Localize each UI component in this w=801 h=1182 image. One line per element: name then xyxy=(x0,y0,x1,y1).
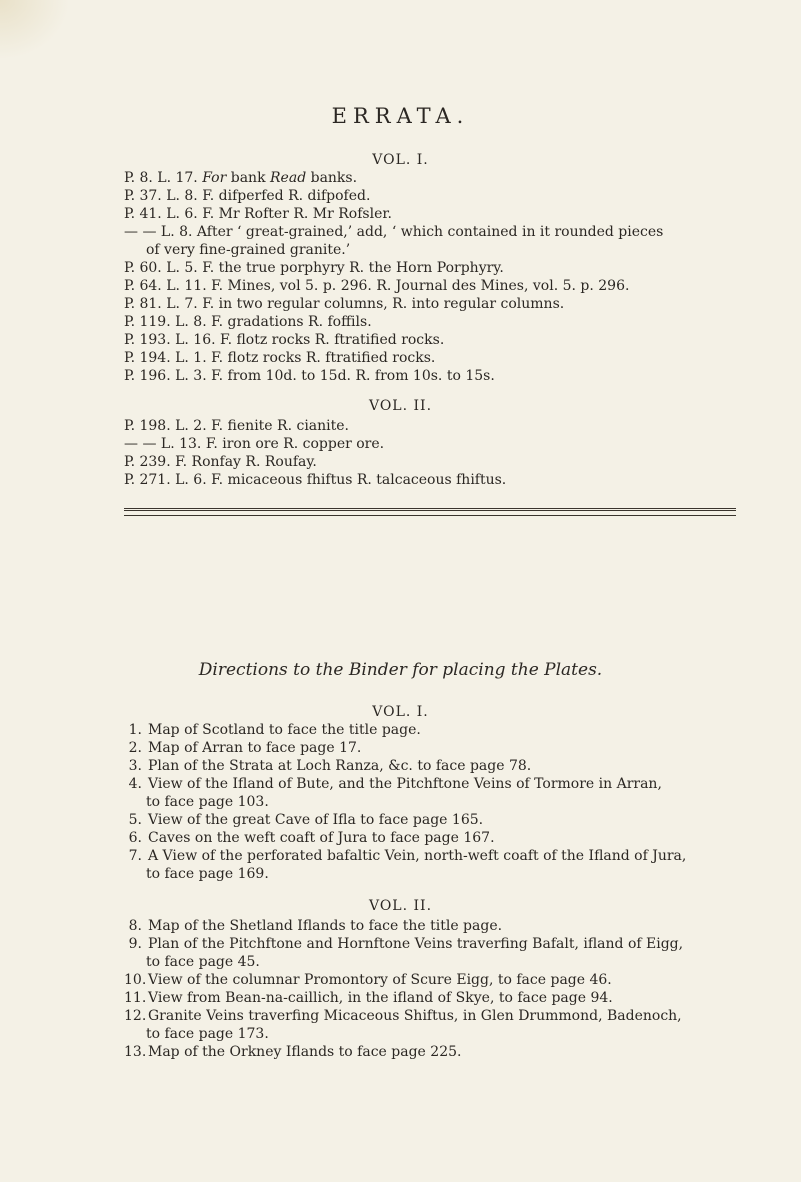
errata-text: F. the true porphyry R. the Horn Porphyry. xyxy=(202,260,504,276)
errata-text: of very fine-grained granite.’ xyxy=(146,242,351,258)
errata-correct-word: banks. xyxy=(306,170,358,186)
plate-entry xyxy=(124,758,531,775)
plate-entry xyxy=(124,776,662,793)
errata-vol1-heading: VOL. I. xyxy=(372,152,429,168)
errata-entry xyxy=(124,350,734,367)
errata-text: F. micaceous fhiftus R. talcaceous fhiftus. xyxy=(211,472,507,488)
errata-entry xyxy=(124,454,734,471)
errata-read-word: Read xyxy=(270,170,307,186)
paper-stain xyxy=(0,0,70,60)
errata-location: P. 41. L. 6. xyxy=(124,206,198,222)
plate-text: View of the great Cave of Ifla to face page 165. xyxy=(148,812,484,828)
plate-text: Caves on the weft coaft of Jura to face page 167. xyxy=(148,830,495,846)
errata-wrong-word: bank xyxy=(226,170,271,186)
plate-entry xyxy=(124,848,686,865)
plate-number: 9. xyxy=(128,936,142,952)
errata-location: P. 196. L. 3. xyxy=(124,368,207,384)
errata-text: F. difperfed R. difpofed. xyxy=(202,188,371,204)
plate-text: Map of Scotland to face the title page. xyxy=(148,722,421,738)
plate-entry xyxy=(124,990,613,1007)
errata-location: P. 81. L. 7. xyxy=(124,296,198,312)
directions-vol1-heading: VOL. I. xyxy=(372,704,429,720)
errata-for-word: For xyxy=(202,170,227,186)
errata-text: F. in two regular columns, R. into regular columns. xyxy=(202,296,565,312)
errata-location: P. 271. L. 6. xyxy=(124,472,207,488)
plate-number: 2. xyxy=(128,740,142,756)
plate-text: Plan of the Pitchftone and Hornftone Veins traverfing Bafalt, ifland of Eigg, xyxy=(148,936,684,952)
errata-location: P. 60. L. 5. xyxy=(124,260,198,276)
plate-number: 12. xyxy=(124,1008,147,1024)
errata-entry xyxy=(124,368,734,385)
plate-number: 6. xyxy=(128,830,142,846)
plate-entry xyxy=(124,1044,461,1061)
plate-text: to face page 45. xyxy=(146,954,260,970)
errata-title: ERRATA. xyxy=(331,104,470,128)
plate-entry xyxy=(124,722,421,739)
errata-entry xyxy=(124,418,734,435)
plate-text: View of the Ifland of Bute, and the Pitchftone Veins of Tormore in Arran, xyxy=(148,776,662,792)
errata-location: P. 193. L. 16. xyxy=(124,332,216,348)
plate-number: 8. xyxy=(128,918,142,934)
plate-text: to face page 169. xyxy=(146,866,269,882)
errata-text: F. from 10d. to 15d. R. from 10s. to 15s. xyxy=(211,368,495,384)
plate-number: 5. xyxy=(128,812,142,828)
errata-location: P. 64. L. 11. xyxy=(124,278,207,294)
errata-entry xyxy=(124,332,734,349)
errata-location: P. 194. L. 1. xyxy=(124,350,207,366)
plate-text: Granite Veins traverfing Micaceous Shiftus, in Glen Drummond, Badenoch, xyxy=(148,1008,682,1024)
plate-entry xyxy=(124,1008,682,1025)
errata-text: F. Mr Rofter R. Mr Rofsler. xyxy=(202,206,392,222)
errata-entry xyxy=(124,472,734,489)
plate-text: Map of the Shetland Iflands to face the title page. xyxy=(148,918,503,934)
errata-vol2-heading: VOL. II. xyxy=(368,398,433,414)
errata-text: F. iron ore R. copper ore. xyxy=(205,436,385,452)
errata-location: P. 37. L. 8. xyxy=(124,188,198,204)
errata-entry xyxy=(124,296,734,313)
plate-entry xyxy=(124,830,495,847)
errata-entry xyxy=(124,436,734,453)
errata-text: F. flotz rocks R. ftratified rocks. xyxy=(220,332,445,348)
plate-entry xyxy=(124,918,502,935)
plate-entry-continued xyxy=(146,866,269,883)
plate-entry-continued xyxy=(146,794,269,811)
plate-text: to face page 173. xyxy=(146,1026,269,1042)
plate-text: View from Bean-na-caillich, in the ifland of Skye, to face page 94. xyxy=(148,990,613,1006)
plate-text: View of the columnar Promontory of Scure Eigg, to face page 46. xyxy=(148,972,612,988)
plate-entry-continued xyxy=(146,954,260,971)
plate-entry xyxy=(124,936,683,953)
directions-title: Directions to the Binder for placing the Plates. xyxy=(198,660,603,680)
errata-text: After ‘ great-grained,’ add, ‘ which contained in it rounded pieces xyxy=(196,224,664,240)
errata-entry xyxy=(124,260,734,277)
errata-entry-continued xyxy=(146,242,756,259)
plate-number: 3. xyxy=(128,758,142,774)
errata-location: P. 8. L. 17. xyxy=(124,170,198,186)
errata-text: F. flotz rocks R. ftratified rocks. xyxy=(211,350,436,366)
plate-entry xyxy=(124,740,361,757)
section-divider xyxy=(124,508,736,511)
errata-entry xyxy=(124,278,734,295)
plate-entry-continued xyxy=(146,1026,269,1043)
plate-text: Map of the Orkney Iflands to face page 225. xyxy=(148,1044,462,1060)
errata-entry xyxy=(124,314,734,331)
plate-text: Plan of the Strata at Loch Ranza, &c. to face page 78. xyxy=(148,758,532,774)
errata-entry xyxy=(124,170,734,187)
errata-location: P. 198. L. 2. xyxy=(124,418,207,434)
errata-text: F. gradations R. foffils. xyxy=(211,314,372,330)
plate-text: to face page 103. xyxy=(146,794,269,810)
errata-text: F. fienite R. cianite. xyxy=(211,418,349,434)
errata-location: — — L. 8. xyxy=(124,224,193,240)
section-divider-thin xyxy=(124,515,736,516)
directions-vol2-heading: VOL. II. xyxy=(368,898,433,914)
errata-location: — — L. 13. xyxy=(124,436,202,452)
plate-number: 13. xyxy=(124,1044,147,1060)
plate-number: 1. xyxy=(128,722,142,738)
plate-text: A View of the perforated bafaltic Vein, north-weft coaft of the Ifland of Jura, xyxy=(148,848,687,864)
plate-text: Map of Arran to face page 17. xyxy=(148,740,362,756)
plate-number: 4. xyxy=(128,776,142,792)
plate-entry xyxy=(124,812,483,829)
errata-entry xyxy=(124,188,734,205)
errata-entry xyxy=(124,224,734,241)
errata-text: F. Ronfay R. Roufay. xyxy=(175,454,317,470)
errata-location: P. 119. L. 8. xyxy=(124,314,207,330)
plate-number: 10. xyxy=(124,972,147,988)
plate-entry xyxy=(124,972,612,989)
errata-location: P. 239. xyxy=(124,454,171,470)
errata-entry xyxy=(124,206,734,223)
plate-number: 11. xyxy=(124,990,147,1006)
errata-text: F. Mines, vol 5. p. 296. R. Journal des Mines, vol. 5. p. 296. xyxy=(211,278,630,294)
plate-number: 7. xyxy=(128,848,142,864)
